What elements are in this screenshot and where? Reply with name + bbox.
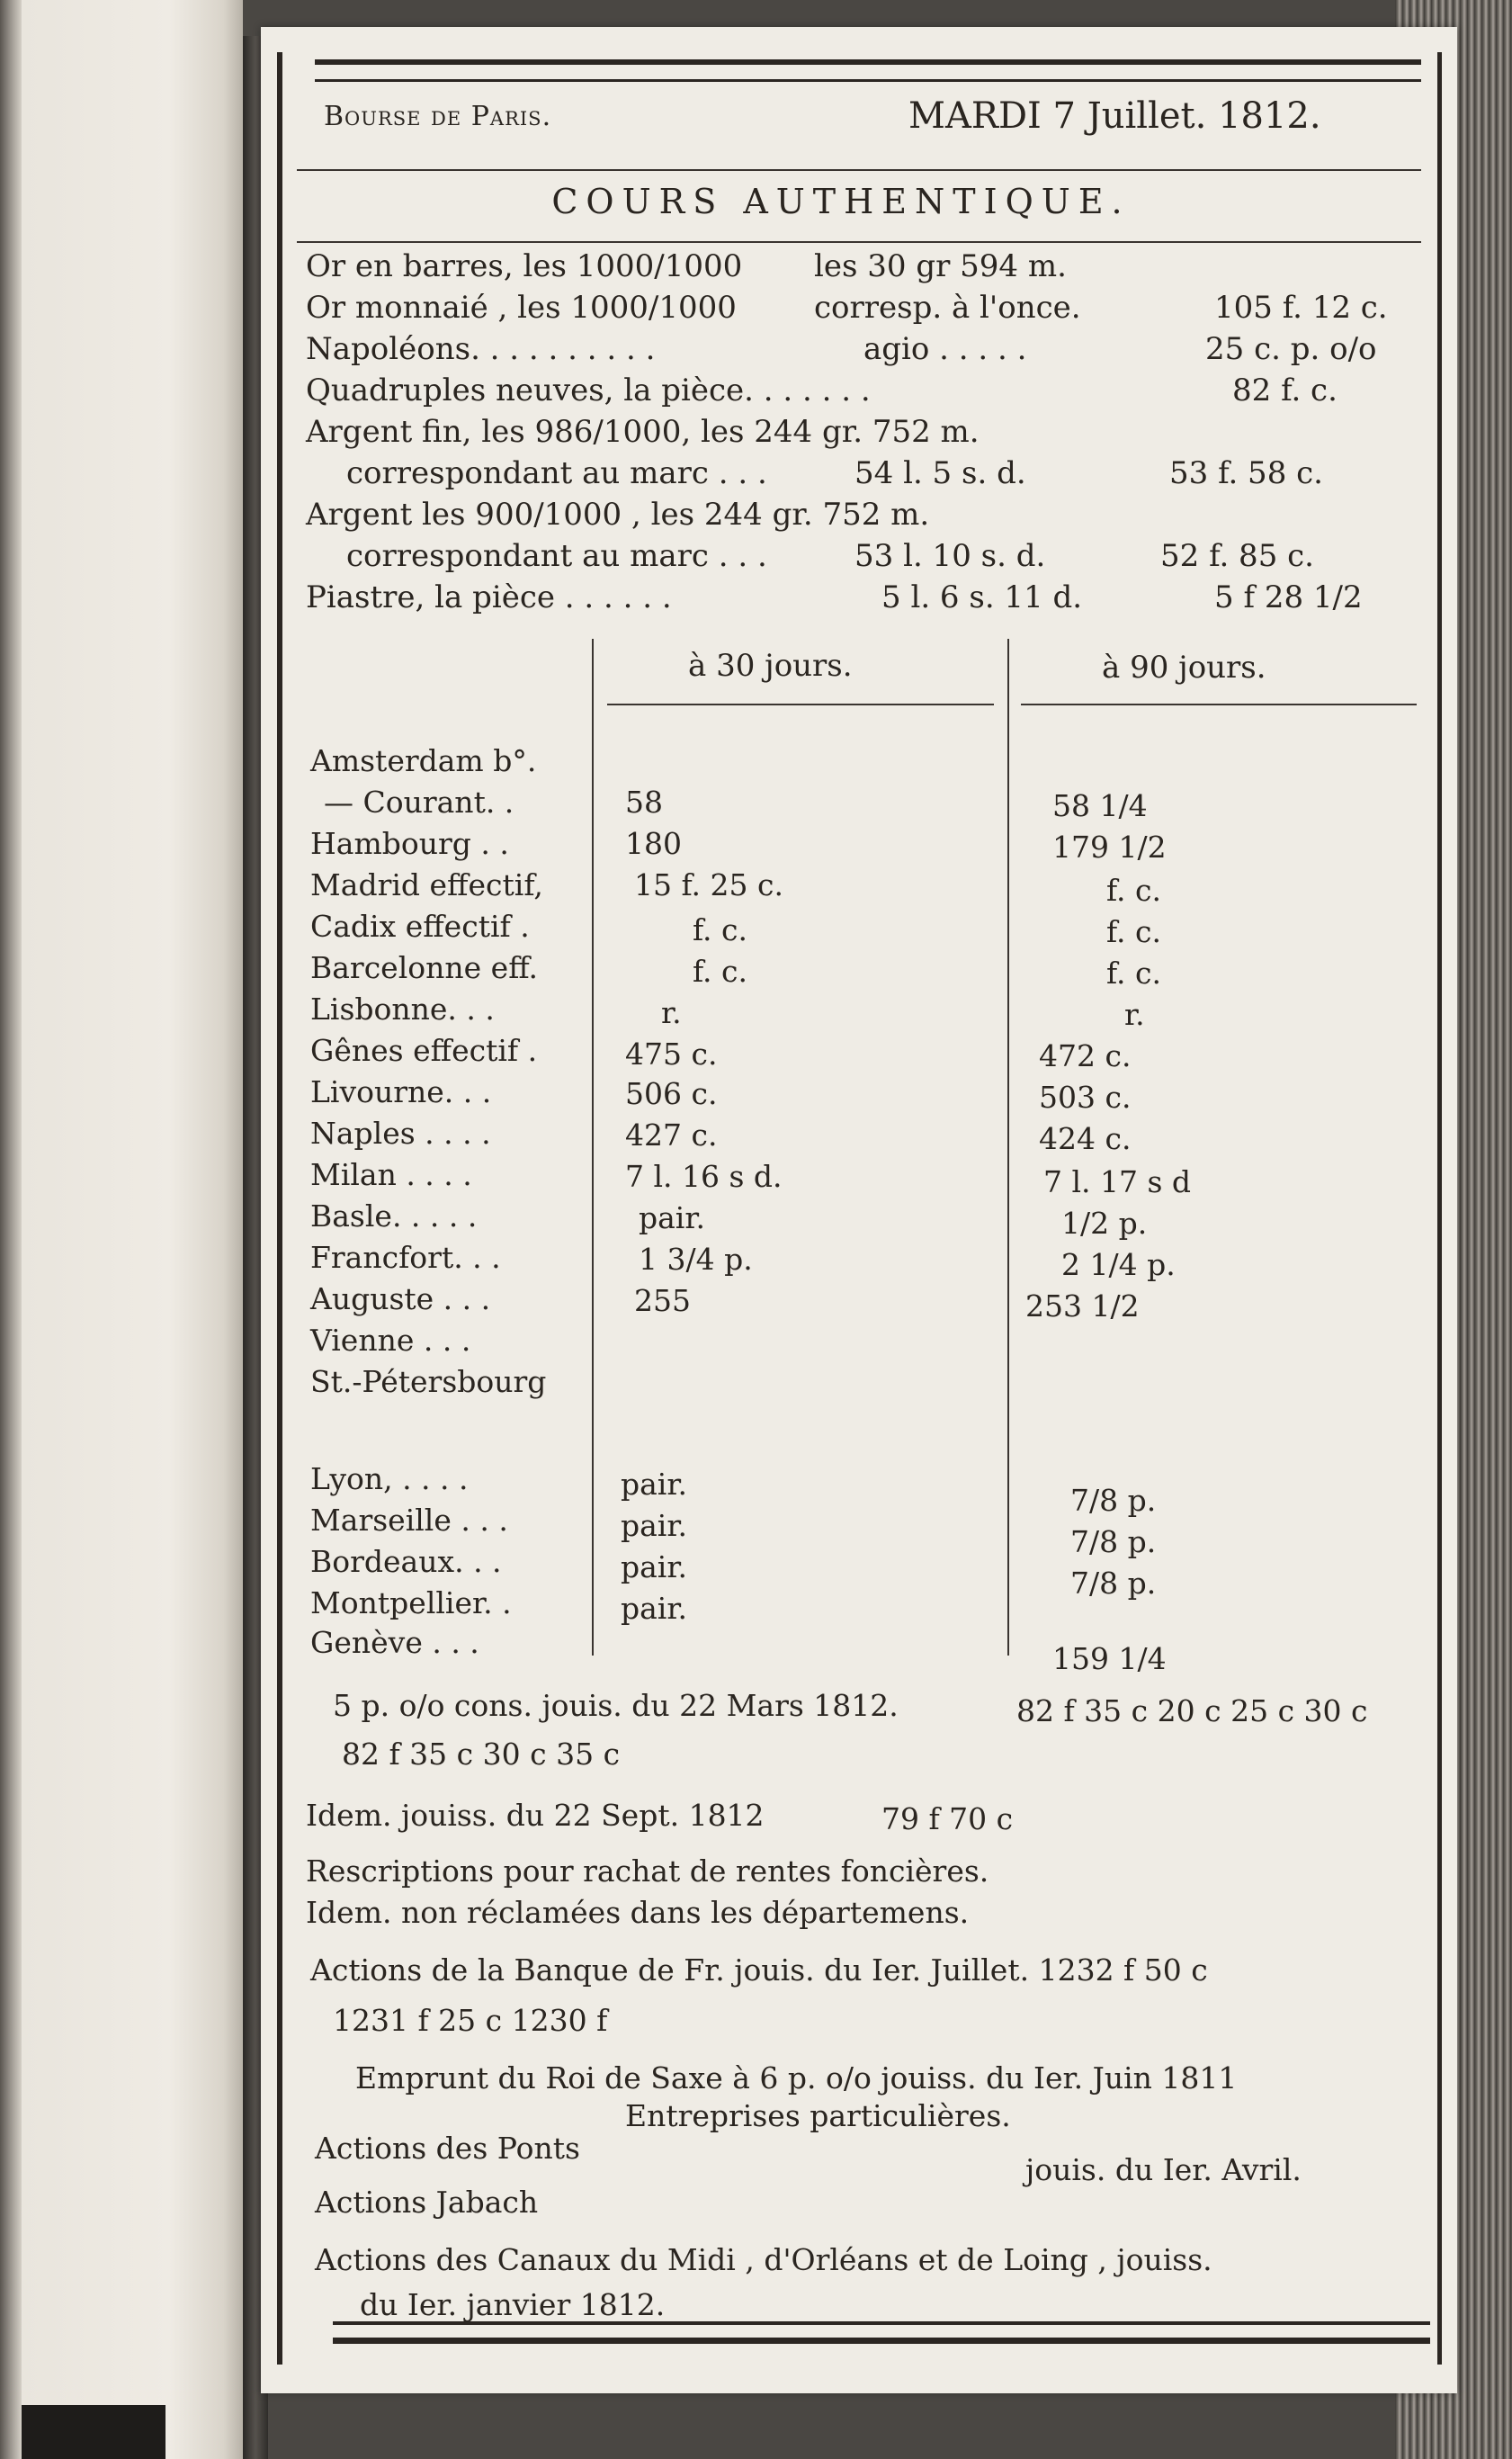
fund-line: Emprunt du Roi de Saxe à 6 p. o/o jouiss. du Ier. Juin 1811 xyxy=(355,2060,1238,2096)
rate-90: 7 l. 17 s d xyxy=(1043,1164,1192,1199)
rate-30: 180 xyxy=(625,826,682,861)
rate-90: 2 1/4 p. xyxy=(1061,1247,1176,1282)
top-rule xyxy=(315,59,1421,82)
rate-30: 1 3/4 p. xyxy=(639,1242,753,1277)
bottom-rule xyxy=(333,2321,1430,2344)
metal-label: Or monnaié , les 1000/1000 xyxy=(306,290,737,326)
rate-30: 15 f. 25 c. xyxy=(634,867,783,902)
metal-value: 25 c. p. o/o xyxy=(1205,331,1377,367)
fund-line: Idem. non réclamées dans les départemens. xyxy=(306,1895,970,1930)
city-name: Genève . . . xyxy=(310,1625,479,1660)
city-name: Hambourg . . xyxy=(310,826,509,861)
fund-prices: 1231 f 25 c 1230 f xyxy=(333,2003,608,2038)
rate-30: f. c. xyxy=(693,912,747,947)
fund-line: Actions des Ponts xyxy=(315,2131,580,2166)
rate-30: pair. xyxy=(621,1591,687,1626)
header-underline-30 xyxy=(607,704,994,705)
city-name: Barcelonne eff. xyxy=(310,950,538,985)
header-underline-90 xyxy=(1021,704,1417,705)
rate-90: f. c. xyxy=(1106,956,1161,991)
column-header-30: à 30 jours. xyxy=(688,648,853,684)
metal-label: Or en barres, les 1000/1000 xyxy=(306,248,743,284)
city-name: Lyon, . . . . xyxy=(310,1461,469,1496)
city-name: Gênes effectif . xyxy=(310,1033,538,1068)
city-name: Basle. . . . . xyxy=(310,1198,478,1234)
fund-prices: 82 f 35 c 30 c 35 c xyxy=(342,1737,621,1772)
rate-30: 475 c. xyxy=(625,1037,718,1072)
book-edge-stripe xyxy=(0,0,22,2459)
rate-90: r. xyxy=(1124,997,1145,1032)
city-name: Madrid effectif, xyxy=(310,867,543,902)
city-name: St.-Pétersbourg xyxy=(310,1364,547,1399)
fund-line: du Ier. janvier 1812. xyxy=(360,2287,666,2322)
rate-30: 506 c. xyxy=(625,1076,718,1111)
rate-90: 58 1/4 xyxy=(1052,788,1148,823)
rate-90: 1/2 p. xyxy=(1061,1206,1148,1241)
fund-line: Actions de la Banque de Fr. jouis. du Ier. Juillet. 1232 f 50 c xyxy=(310,1952,1208,1988)
metal-mid: 53 l. 10 s. d. xyxy=(854,538,1046,574)
city-name: Bordeaux. . . xyxy=(310,1544,502,1579)
column-divider-right xyxy=(1007,639,1009,1656)
header-divider xyxy=(297,169,1421,171)
rate-90: 253 1/2 xyxy=(1025,1288,1140,1324)
rate-90: 472 c. xyxy=(1039,1038,1132,1073)
header-date: MARDI 7 Juillet. 1812. xyxy=(908,95,1321,137)
rate-90: 503 c. xyxy=(1039,1080,1132,1115)
fund-line: Actions Jabach xyxy=(315,2185,539,2220)
metal-label: correspondant au marc . . . xyxy=(346,455,767,491)
header-left: Bourse de Paris. xyxy=(324,101,552,132)
city-name: Milan . . . . xyxy=(310,1157,472,1192)
city-name: Vienne . . . xyxy=(310,1323,471,1358)
metal-mid: 54 l. 5 s. d. xyxy=(854,455,1026,491)
section-heading: Entreprises particulières. xyxy=(625,2098,1011,2133)
rate-90: 159 1/4 xyxy=(1052,1641,1167,1676)
rate-90: f. c. xyxy=(1106,873,1161,908)
rate-90: f. c. xyxy=(1106,914,1161,949)
city-name: Livourne. . . xyxy=(310,1074,492,1109)
fund-line: Rescriptions pour rachat de rentes foncières. xyxy=(306,1853,989,1889)
city-name: Cadix effectif . xyxy=(310,909,530,944)
fund-prices: 82 f 35 c 20 c 25 c 30 c xyxy=(1016,1693,1368,1728)
city-name: Lisbonne. . . xyxy=(310,992,495,1027)
metal-mid: 5 l. 6 s. 11 d. xyxy=(881,579,1083,615)
fund-line: Actions des Canaux du Midi , d'Orléans et de Loing , jouiss. xyxy=(315,2242,1212,2277)
metal-label: Quadruples neuves, la pièce. . . . . . . xyxy=(306,372,871,408)
rate-90: 7/8 p. xyxy=(1070,1566,1157,1601)
metal-mid: les 30 gr 594 m. xyxy=(814,248,1067,284)
city-name: Auguste . . . xyxy=(310,1281,491,1316)
metal-mid: corresp. à l'once. xyxy=(814,290,1081,326)
metal-value: 53 f. 58 c. xyxy=(1169,455,1323,491)
rate-30: pair. xyxy=(621,1508,687,1543)
metal-label: correspondant au marc . . . xyxy=(346,538,767,574)
rate-90: 7/8 p. xyxy=(1070,1483,1157,1518)
rate-30: 7 l. 16 s d. xyxy=(625,1159,783,1194)
metal-label: Argent les 900/1000 , les 244 gr. 752 m. xyxy=(306,497,930,533)
city-name: Montpellier. . xyxy=(310,1585,512,1620)
metal-value: 105 f. 12 c. xyxy=(1214,290,1388,326)
rate-30: 255 xyxy=(634,1283,691,1318)
metal-mid: agio . . . . . xyxy=(863,331,1027,367)
rate-30: pair. xyxy=(639,1200,705,1235)
rate-30: r. xyxy=(661,995,682,1030)
rate-90: 424 c. xyxy=(1039,1121,1132,1156)
city-name: Francfort. . . xyxy=(310,1240,501,1275)
document-page xyxy=(261,27,1457,2393)
metal-value: 52 f. 85 c. xyxy=(1160,538,1314,574)
rate-30: 427 c. xyxy=(625,1117,718,1153)
page-title: COURS AUTHENTIQUE. xyxy=(551,182,1131,221)
rate-90: 7/8 p. xyxy=(1070,1524,1157,1559)
column-divider-left xyxy=(592,639,594,1656)
book-left-pages xyxy=(0,0,243,2459)
metal-label: Piastre, la pièce . . . . . . xyxy=(306,579,672,615)
metal-label: Argent fin, les 986/1000, les 244 gr. 752 m. xyxy=(306,414,980,450)
column-header-90: à 90 jours. xyxy=(1102,650,1266,686)
book-shadow xyxy=(22,2405,166,2459)
rate-30: f. c. xyxy=(693,954,747,989)
fund-line: Idem. jouiss. du 22 Sept. 1812 xyxy=(306,1798,765,1833)
city-name: Naples . . . . xyxy=(310,1116,491,1151)
fund-line: 5 p. o/o cons. jouis. du 22 Mars 1812. xyxy=(333,1688,899,1723)
metal-label: Napoléons. . . . . . . . . . xyxy=(306,331,656,367)
rate-30: 58 xyxy=(625,785,663,820)
rate-30: pair. xyxy=(621,1467,687,1502)
fund-line: jouis. du Ier. Avril. xyxy=(1025,2152,1302,2187)
city-name: Amsterdam b°. xyxy=(310,743,537,778)
city-name: Marseille . . . xyxy=(310,1503,508,1538)
metal-value: 5 f 28 1/2 xyxy=(1214,579,1363,615)
title-divider xyxy=(297,241,1421,243)
rate-90: 179 1/2 xyxy=(1052,830,1167,865)
rate-30: pair. xyxy=(621,1549,687,1584)
fund-prices: 79 f 70 c xyxy=(881,1801,1014,1836)
city-name: — Courant. . xyxy=(324,785,514,820)
metal-value: 82 f. c. xyxy=(1232,372,1338,408)
